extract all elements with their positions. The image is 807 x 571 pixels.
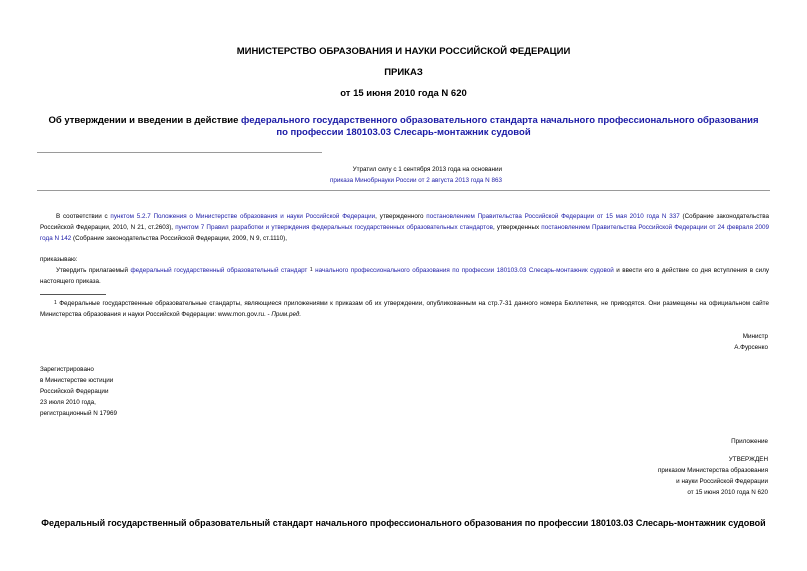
registration-line: 23 июля 2010 года, (40, 399, 96, 406)
registration-block (40, 364, 240, 419)
order-link-standard[interactable]: федеральный государственный образовательный стандарт (130, 267, 308, 274)
order-footnote-mark: 1 (309, 267, 313, 273)
appendix-lines (520, 465, 768, 498)
divider-short (37, 152, 322, 153)
order-link-profession[interactable]: начального профессионального образования по профессии 180103.03 Слесарь-монтажник судовой (312, 267, 614, 274)
preamble-link-decree-337[interactable]: постановлением Правительства Российской Федерации от 15 мая 2010 года N 337 (426, 213, 680, 220)
footnote-editor-note: Прим.ред. (271, 311, 302, 318)
appendix-label: Приложение (731, 438, 768, 445)
doc-type-heading: ПРИКАЗ (384, 67, 423, 78)
signature-name: А.Фурсенко (734, 344, 768, 351)
footnote-divider (40, 294, 106, 295)
preamble-text-2: , утвержденного (375, 213, 427, 220)
registration-line: регистрационный N 17969 (40, 410, 118, 417)
appendix-line: от 15 июня 2010 года N 620 (687, 489, 768, 496)
signature-position: Министр (742, 333, 768, 340)
standard-title: Федеральный государственный образовательный стандарт начального профессионального образования по профессии 180103.03 Слесарь-монтажник судовой (41, 518, 766, 528)
footnote-text: Федеральные государственные образовательные стандарты, являющиеся приложениями к приказам об их утверждении, опубликованным на стр.7-31 данного номера Бюллетеня, не приводятся. Они размещены на официальном сайте Министерства образования и науки Российской Федерации: www.mon.gov.ru. - (40, 300, 769, 318)
footnote-mark: 1 (54, 300, 57, 306)
order-text-1: Утвердить прилагаемый (56, 267, 131, 274)
doc-date-number: от 15 июня 2010 года N 620 (340, 88, 467, 99)
preamble-link-rules[interactable]: пунктом 7 Правил разработки и утверждения федеральных государственных образовательных стандартов (175, 224, 493, 231)
preamble-text-4: , утвержденных (492, 224, 542, 231)
document-title (44, 115, 763, 139)
order-word: приказываю: (40, 256, 78, 263)
title-prefix: Об утверждении и введении в действие (48, 115, 242, 126)
preamble-text-5: (Собрание законодательства Российской Федерации, 2009, N 9, ст.1110), (71, 235, 288, 242)
registration-line: Российской Федерации (40, 388, 109, 395)
registration-line: в Министерстве юстиции (40, 377, 114, 384)
order-text-2: и ввести его в действие со дня вступления в силу настоящего приказа. (40, 267, 770, 285)
preamble-text-1: В соответствии с (56, 213, 111, 220)
appendix-approved: УТВЕРЖДЕН (728, 456, 768, 463)
preamble-link-regulation[interactable]: пунктом 5.2.7 Положения о Министерстве образования и науки Российской Федерации (110, 213, 376, 220)
status-note-line1: Утратил силу с 1 сентября 2013 года на основании (352, 166, 502, 173)
registration-line: Зарегистрировано (40, 366, 94, 373)
footnote-paragraph (40, 298, 769, 320)
appendix-line: приказом Министерства образования (658, 467, 768, 474)
status-note-link[interactable]: приказа Минобрнауки России от 2 августа 2013 года N 863 (329, 177, 502, 184)
title-link-standard[interactable]: федерального государственного образовательного стандарта начального профессионального образования по профессии 180103.03 Слесарь-монтажник судовой (241, 115, 759, 138)
preamble-paragraph (40, 211, 769, 244)
order-paragraph (40, 265, 769, 287)
ministry-heading: МИНИСТЕРСТВО ОБРАЗОВАНИЯ И НАУКИ РОССИЙСКОЙ ФЕДЕРАЦИИ (236, 46, 571, 57)
appendix-line: и науки Российской Федерации (676, 478, 768, 485)
preamble-text-3: (Собрание законодательства Российской Федерации, 2010, N 21, ст.2603), (40, 213, 770, 231)
preamble-link-decree-142[interactable]: постановлением Правительства Российской Федерации от 24 февраля 2009 года N 142 (40, 224, 770, 242)
divider-long (37, 190, 770, 191)
